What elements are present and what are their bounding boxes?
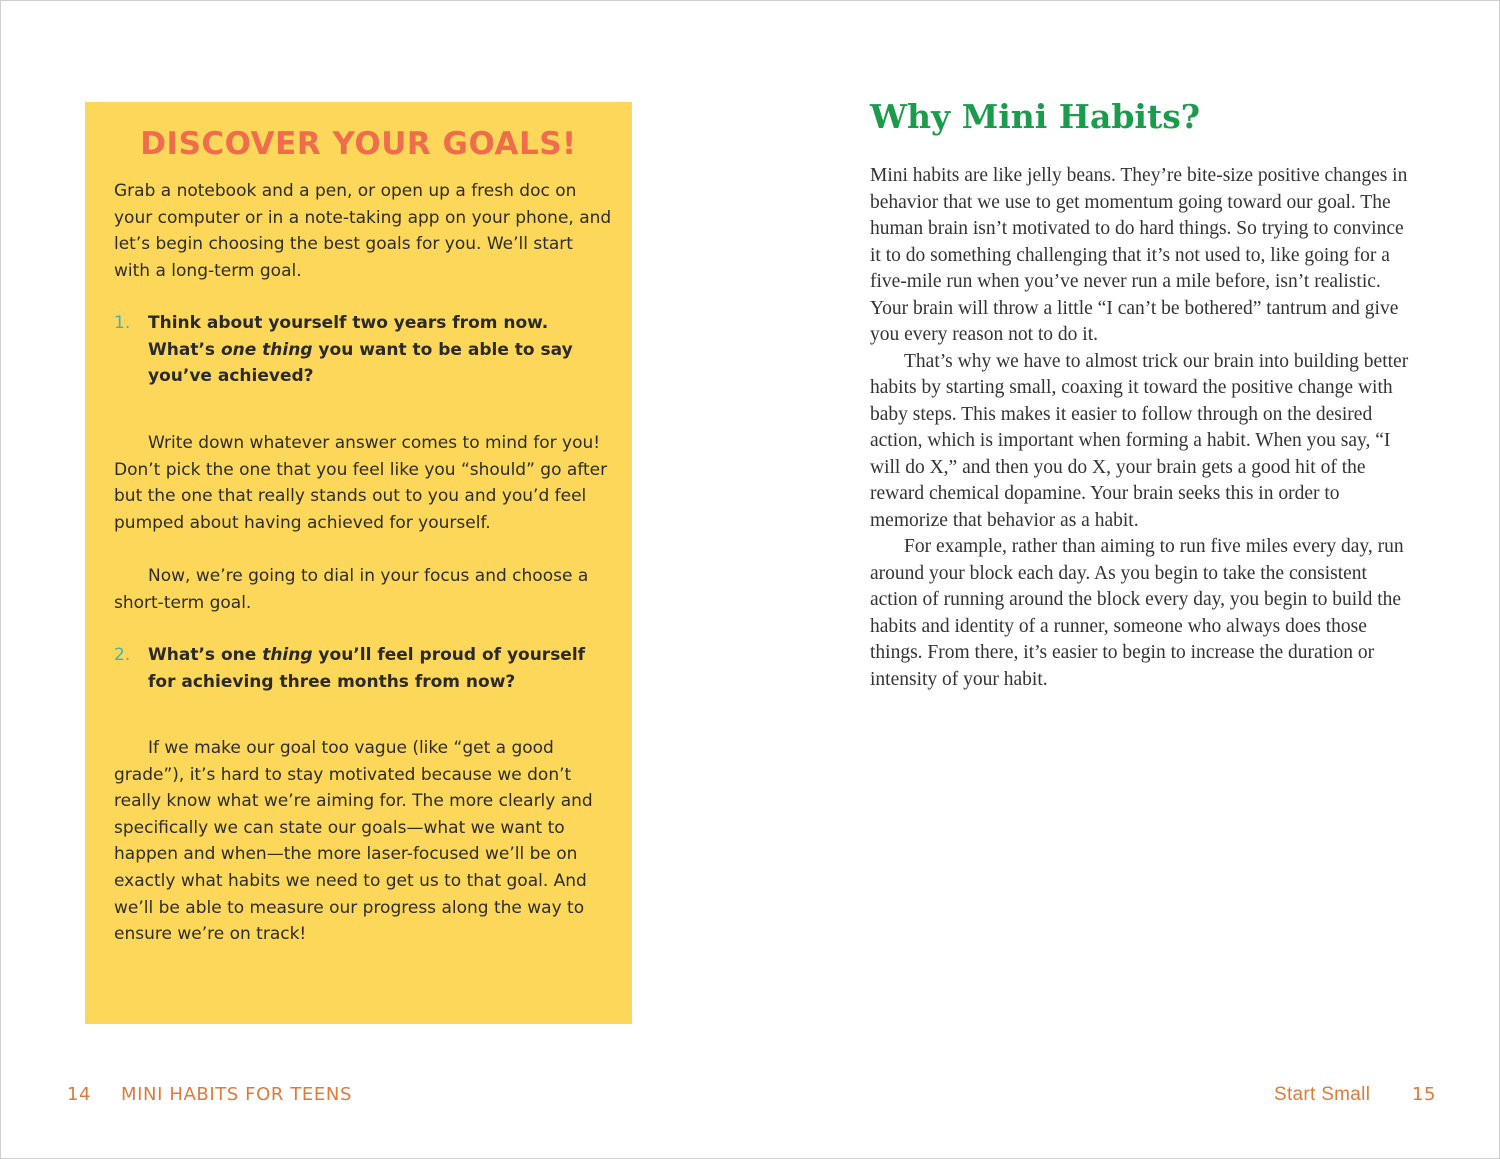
question-1-text-a: Think about yourself two years from now. What’s <box>148 313 549 360</box>
box-para-final <box>114 735 614 948</box>
question-1-number: 1. <box>114 313 131 333</box>
section-title: Why Mini Habits? <box>870 97 1201 136</box>
question-2-number: 2. <box>114 645 131 665</box>
page-number-left: 14 <box>67 1084 92 1105</box>
question-2-text <box>148 642 594 695</box>
box-para-after-q1-text: Write down whatever answer comes to mind for you! Don’t pick the one that you feel like you “should” go after but the one that really stands out to you and you’d feel pumped about having achieved for yourself. <box>114 433 608 533</box>
question-1 <box>114 310 594 390</box>
question-2-emphasis: thing <box>262 645 313 665</box>
running-head-right: Start Small <box>1274 1084 1371 1105</box>
question-1-text-b: you want to be able to say you’ve achieved? <box>148 339 573 387</box>
question-2-text-b: you’ll feel proud of yourself for achieving three months from now? <box>148 645 586 692</box>
question-1-emphasis: one thing <box>220 339 313 360</box>
discover-goals-box <box>85 102 632 1024</box>
body-paragraph: Mini habits are like jelly beans. They’re bite-size positive changes in behavior that we use to get momentum going toward our goal. The human brain isn’t motivated to do hard things. So trying to convince it to do something challenging that it’s not used to, like going for a five-mile run when you’ve never run a mile before, isn’t realistic. Your brain will throw a little “I can’t be bothered” tantrum and give you every reason not to do it. <box>870 165 1408 345</box>
box-intro: Grab a notebook and a pen, or open up a fresh doc on your computer or in a note-taking app on your phone, and let’s begin choosing the best goals for you. We’ll start with a long-term goal. <box>114 181 612 281</box>
box-para-short-term <box>114 563 614 616</box>
body-paragraph: That’s why we have to almost trick our brain into building better habits by starting small, coaxing it toward the positive change with baby steps. This makes it easier to follow through on the desired action, which is important when forming a habit. When you say, “I will do X,” and then you do X, your brain gets a good hit of the reward chemical dopamine. Your brain seeks this in order to memorize that behavior as a habit. <box>870 350 1409 531</box>
box-title: DISCOVER YOUR GOALS! <box>140 126 577 162</box>
body-paragraph: For example, rather than aiming to run five miles every day, run around your block each day. As you begin to take the consistent action of running around the block every day, you begin to build the habits and identity of a runner, someone who always does those things. From there, it’s easier to begin to increase the duration or intensity of your habit. <box>870 536 1404 690</box>
question-2-text-a: What’s one <box>148 645 263 665</box>
running-head-left: MINI HABITS FOR TEENS <box>121 1084 352 1105</box>
box-para-after-q1 <box>114 430 614 536</box>
question-1-text <box>148 310 594 390</box>
box-para-short-term-text: Now, we’re going to dial in your focus and choose a short-term goal. <box>114 566 589 613</box>
page-number-right: 15 <box>1412 1084 1437 1105</box>
body-copy <box>870 163 1410 693</box>
box-para-final-text: If we make our goal too vague (like “get a good grade”), it’s hard to stay motivated because we don’t really know what we’re aiming for. The more clearly and specifically we can state our goals—what we want to happen and when—the more laser-focused we’ll be on exactly what habits we need to get us to that goal. And we’ll be able to measure our progress along the way to ensure we’re on track! <box>114 738 593 945</box>
question-2 <box>114 642 594 695</box>
